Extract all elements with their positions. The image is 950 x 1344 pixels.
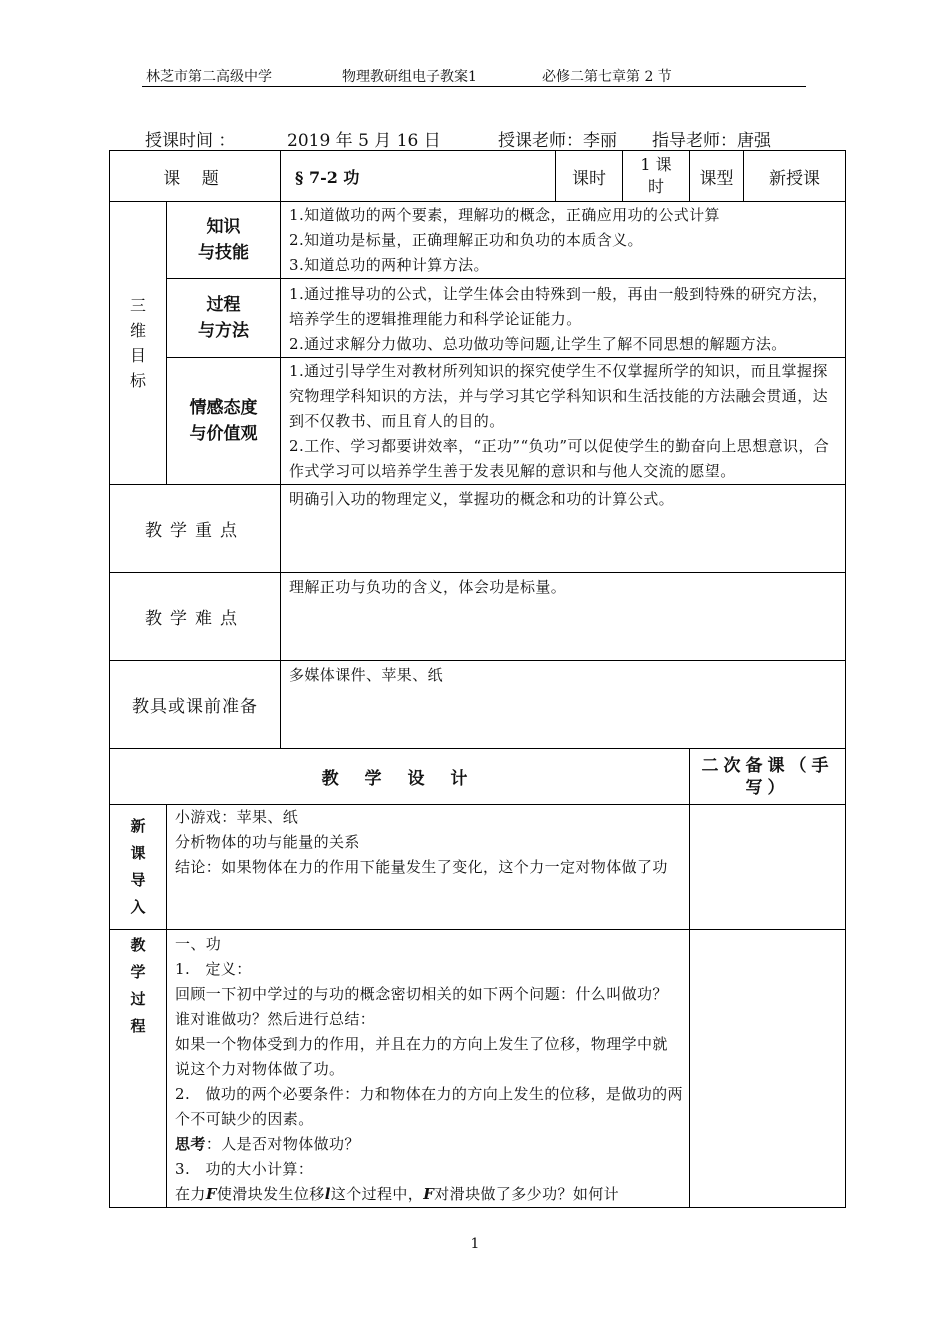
prep-content bbox=[281, 661, 846, 749]
page-number: 1 bbox=[470, 1236, 480, 1252]
teaching-process-label: 教学过程 bbox=[130, 936, 146, 1035]
header-school: 林芝市第二高级中学 bbox=[146, 69, 272, 85]
prep-label: 教具或课前准备 bbox=[132, 697, 258, 717]
key-point-text: 明确引入功的物理定义，掌握功的概念和功的计算公式。 bbox=[289, 490, 675, 508]
definition-heading: 1. 定义： bbox=[175, 960, 252, 978]
process-notes bbox=[690, 930, 846, 1208]
knowledge-label-2: 与技能 bbox=[198, 243, 249, 263]
process-heading: 一、功 bbox=[175, 935, 222, 953]
think-text: ：人是否对物体做功？ bbox=[205, 1135, 360, 1153]
lesson-date: 2019 年 5 月 16 日 bbox=[287, 131, 441, 151]
intro-notes bbox=[690, 805, 846, 930]
secondary-prep-label: 二次备课（手写） bbox=[701, 755, 834, 798]
topic-title: § 7-2 功 bbox=[295, 167, 360, 187]
difficulty-label-cell bbox=[110, 573, 281, 661]
key-point-label-cell bbox=[110, 485, 281, 573]
header-group: 物理教研组电子教案1 bbox=[342, 69, 477, 85]
intro-label: 新课导入 bbox=[130, 817, 146, 916]
teaching-process-content bbox=[167, 930, 690, 1208]
secondary-prep-cell bbox=[690, 749, 846, 805]
goals-label: 三维目标 bbox=[130, 296, 147, 390]
force-symbol-1: F bbox=[205, 1185, 217, 1203]
difficulty-content bbox=[281, 573, 846, 661]
type-value: 新授课 bbox=[744, 151, 846, 202]
hours-text: 1 课时 bbox=[640, 155, 672, 196]
key-point-content bbox=[281, 485, 846, 573]
mentor-name: 指导老师：唐强 bbox=[652, 131, 771, 151]
intro-line-3: 结论：如果物体在力的作用下能量发生了变化，这个力一定对物体做了功 bbox=[175, 858, 668, 876]
design-label-cell bbox=[110, 749, 690, 805]
prep-label-cell bbox=[110, 661, 281, 749]
hours-value bbox=[623, 151, 690, 202]
header-rule bbox=[142, 86, 806, 87]
knowledge-item-3: 3.知道总功的两种计算方法。 bbox=[289, 256, 489, 274]
calc-q-part-2: 使滑块发生位移 bbox=[216, 1185, 325, 1203]
intro-line-1: 小游戏：苹果、纸 bbox=[175, 808, 299, 826]
emotion-label-1: 情感态度 bbox=[189, 398, 258, 418]
emotion-content bbox=[281, 358, 846, 485]
header-chapter: 必修二第七章第 2 节 bbox=[542, 69, 672, 85]
calc-question bbox=[175, 1182, 683, 1207]
design-label: 教 学 设 计 bbox=[321, 769, 478, 789]
intro-label-cell bbox=[110, 805, 167, 930]
topic-cell bbox=[281, 151, 556, 202]
think-line bbox=[175, 1132, 683, 1157]
definition-text: 如果一个物体受到力的作用，并且在力的方向上发生了位移，物理学中就说这个力对物体做了功。 bbox=[175, 1035, 668, 1078]
lesson-plan-table bbox=[109, 150, 846, 1208]
process-item-1: 1.通过推导功的公式，让学生体会由特殊到一般，再由一般到特殊的研究方法，培养学生的逻辑推理能力和科学论证能力。 bbox=[289, 285, 828, 328]
process-label-cell bbox=[167, 279, 281, 358]
intro-line-2: 分析物体的功与能量的关系 bbox=[175, 833, 360, 851]
process-item-2: 2.通过求解分力做功、总功做功等问题,让学生了解不同思想的解题方法。 bbox=[289, 335, 787, 353]
difficulty-text: 理解正功与负功的含义，体会功是标量。 bbox=[289, 578, 567, 596]
process-label-2: 与方法 bbox=[198, 321, 249, 341]
emotion-item-1: 1.通过引导学生对教材所列知识的探究使学生不仅掌握所学的知识，而且掌握探究物理学科知识的方法，并与学习其它学科知识和生活技能的方法融会贯通，达到不仅教书、而且育人的目的。 bbox=[289, 362, 829, 430]
review-text: 回顾一下初中学过的与功的概念密切相关的如下两个问题：什么叫做功？谁对谁做功？然后进行总结： bbox=[175, 985, 668, 1028]
calc-q-part-1: 在力 bbox=[175, 1185, 206, 1203]
topic-label: 课 题 bbox=[163, 168, 227, 189]
knowledge-label-1: 知识 bbox=[206, 217, 241, 237]
calc-q-part-4: 对滑块做了多少功？如何计 bbox=[434, 1185, 620, 1203]
hours-label: 课时 bbox=[556, 151, 623, 202]
knowledge-item-2: 2.知道功是标量，正确理解正功和负功的本质含义。 bbox=[289, 231, 643, 249]
teacher-name: 授课老师：李丽 bbox=[498, 131, 617, 151]
knowledge-item-1: 1.知道做功的两个要素，理解功的概念，正确应用功的公式计算 bbox=[289, 206, 720, 224]
difficulty-label: 教学难点 bbox=[145, 609, 245, 629]
emotion-label-cell bbox=[167, 358, 281, 485]
intro-content bbox=[167, 805, 690, 930]
conditions-text: 2. 做功的两个必要条件：力和物体在力的方向上发生的位移，是做功的两个不可缺少的因素。 bbox=[175, 1085, 683, 1128]
force-symbol-2: F bbox=[423, 1185, 435, 1203]
process-content bbox=[281, 279, 846, 358]
displacement-symbol: l bbox=[324, 1185, 331, 1203]
type-label: 课型 bbox=[690, 151, 744, 202]
goals-label-cell bbox=[110, 202, 167, 485]
emotion-item-2: 2.工作、学习都要讲效率，“正功”“负功”可以促使学生的勤奋向上思想意识，合作式学习可以培养学生善于发表见解的意识和与他人交流的愿望。 bbox=[289, 437, 830, 480]
topic-label-cell bbox=[110, 151, 281, 202]
prep-text: 多媒体课件、苹果、纸 bbox=[289, 666, 444, 684]
calc-heading: 3. 功的大小计算： bbox=[175, 1160, 314, 1178]
knowledge-label-cell bbox=[167, 202, 281, 279]
key-point-label: 教学重点 bbox=[145, 521, 245, 541]
knowledge-content bbox=[281, 202, 846, 279]
calc-q-part-3: 这个过程中， bbox=[330, 1185, 424, 1203]
process-label-1: 过程 bbox=[206, 295, 241, 315]
time-label: 授课时间 ： bbox=[145, 131, 236, 151]
emotion-label-2: 与价值观 bbox=[189, 424, 258, 444]
think-label: 思考 bbox=[175, 1135, 206, 1153]
teaching-process-label-cell bbox=[110, 930, 167, 1208]
